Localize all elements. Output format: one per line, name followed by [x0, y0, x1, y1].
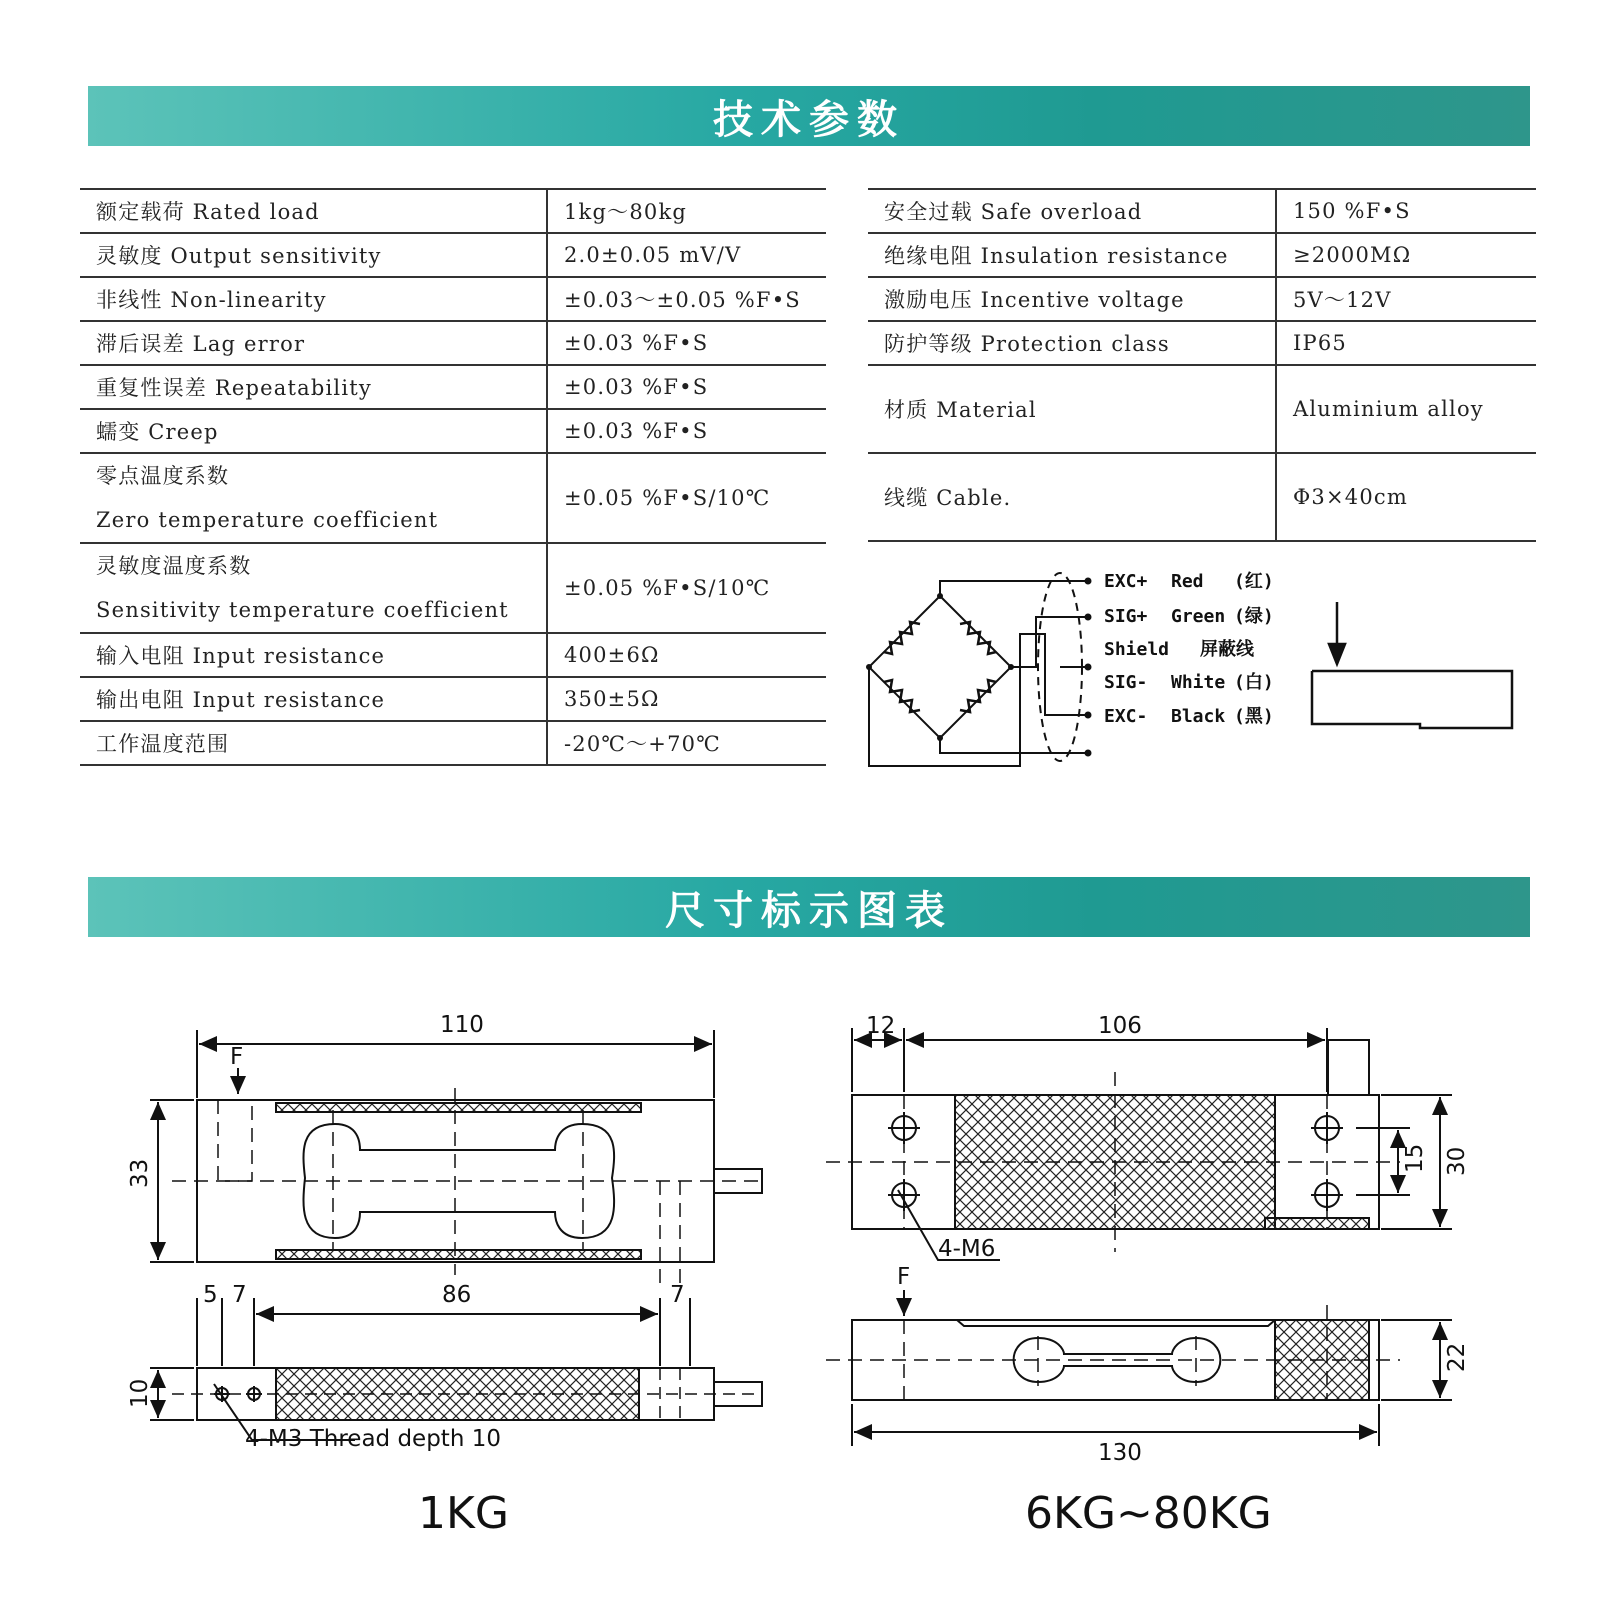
wire-signal: EXC- [1104, 706, 1148, 727]
hole-note: 4-M6 [938, 1236, 996, 1262]
spec-value: 400±6Ω [547, 633, 826, 677]
wire-color-cn: (红) [1234, 571, 1274, 592]
spec-row [80, 365, 826, 409]
spec-key: 安全过载 Safe overload [868, 189, 1276, 233]
spec-key: 灵敏度 Output sensitivity [80, 233, 547, 277]
dim-span: 86 [442, 1282, 472, 1308]
section-title-tech-params: 技术参数 [88, 86, 1530, 146]
spec-key: 绝缘电阻 Insulation resistance [868, 233, 1276, 277]
wire-signal: SIG- [1104, 672, 1148, 693]
spec-key: 防护等级 Protection class [868, 321, 1276, 365]
spec-key-cn: 零点温度系数 [96, 464, 230, 488]
wire-color: Black [1171, 706, 1226, 727]
spec-row [80, 721, 826, 765]
spec-value: ±0.03 %F•S [547, 365, 826, 409]
wire-color: White [1171, 672, 1226, 693]
section-title-dimensions: 尺寸标示图表 [88, 877, 1530, 937]
wire-color: Red [1171, 571, 1204, 592]
spec-row [868, 277, 1536, 321]
spec-key: 重复性误差 Repeatability [80, 365, 547, 409]
dim-thickness: 10 [127, 1378, 153, 1408]
dim-width: 30 [1444, 1146, 1470, 1176]
spec-row [868, 365, 1536, 453]
spec-row [80, 453, 826, 543]
caption-1kg: 1KG [418, 1488, 509, 1539]
wire-color: Green [1171, 606, 1226, 627]
spec-value: ±0.03 %F•S [547, 409, 826, 453]
spec-key-cn: 灵敏度温度系数 [96, 554, 252, 578]
wire-color-cn: (绿) [1234, 606, 1274, 627]
spec-value: 350±5Ω [547, 677, 826, 721]
dim-offset: 12 [866, 1013, 896, 1039]
dim-span: 106 [1098, 1013, 1142, 1039]
dim-force: F [230, 1044, 244, 1070]
wire-color-cn: 屏蔽线 [1200, 639, 1254, 660]
dim-length: 110 [440, 1012, 484, 1038]
spec-value: ±0.05 %F•S/10℃ [547, 543, 826, 633]
spec-key: 激励电压 Incentive voltage [868, 277, 1276, 321]
thread-note: 4-M3 Thread depth 10 [245, 1426, 501, 1452]
spec-key: 材质 Material [868, 365, 1276, 453]
spec-key [80, 453, 547, 543]
spec-value: ±0.03～±0.05 %F•S [547, 277, 826, 321]
spec-key: 线缆 Cable. [868, 453, 1276, 541]
spec-value: -20℃～+70℃ [547, 721, 826, 765]
spec-row [868, 189, 1536, 233]
spec-row [80, 189, 826, 233]
spec-value: 1kg～80kg [547, 189, 826, 233]
spec-key: 非线性 Non-linearity [80, 277, 547, 321]
wire-signal: SIG+ [1104, 606, 1148, 627]
spec-table-left [80, 188, 826, 766]
spec-value: ±0.03 %F•S [547, 321, 826, 365]
dim-thickness: 22 [1444, 1342, 1470, 1372]
spec-row [80, 321, 826, 365]
spec-key: 额定载荷 Rated load [80, 189, 547, 233]
spec-value: Aluminium alloy [1276, 365, 1536, 453]
spec-row [80, 677, 826, 721]
spec-value: ≥2000MΩ [1276, 233, 1536, 277]
spec-value: ±0.05 %F•S/10℃ [547, 453, 826, 543]
spec-row [80, 233, 826, 277]
spec-row [868, 453, 1536, 541]
spec-key-en: Sensitivity temperature coefficient [96, 598, 509, 622]
spec-key: 工作温度范围 [80, 721, 547, 765]
spec-key [80, 543, 547, 633]
spec-value: 150 %F•S [1276, 189, 1536, 233]
spec-row [868, 321, 1536, 365]
wire-color-cn: (黑) [1234, 706, 1274, 727]
spec-value: 5V～12V [1276, 277, 1536, 321]
spec-table-right [868, 188, 1536, 542]
wire-signal: EXC+ [1104, 571, 1148, 592]
dimension-drawings [0, 990, 1600, 1550]
wire-color-cn: (白) [1234, 672, 1274, 693]
load-direction-icon [1312, 602, 1512, 728]
spec-row [80, 277, 826, 321]
spec-row [868, 233, 1536, 277]
dim-length: 130 [1098, 1440, 1142, 1466]
spec-key: 滞后误差 Lag error [80, 321, 547, 365]
spec-key: 输入电阻 Input resistance [80, 633, 547, 677]
dim-height: 33 [127, 1158, 153, 1188]
spec-row [80, 543, 826, 633]
dim-offset: 7 [232, 1282, 247, 1308]
spec-row [80, 633, 826, 677]
dim-hole-spacing: 15 [1402, 1143, 1428, 1173]
dim-offset: 7 [670, 1282, 685, 1308]
spec-value: Φ3×40cm [1276, 453, 1536, 541]
spec-key: 蠕变 Creep [80, 409, 547, 453]
spec-key-en: Zero temperature coefficient [96, 508, 439, 532]
spec-value: 2.0±0.05 mV/V [547, 233, 826, 277]
dim-offset: 5 [203, 1282, 218, 1308]
wiring-diagram [860, 560, 1580, 780]
caption-6kg-80kg: 6KG~80KG [1025, 1488, 1272, 1539]
spec-key: 输出电阻 Input resistance [80, 677, 547, 721]
wire-signal: Shield [1104, 639, 1170, 660]
dim-force: F [897, 1264, 911, 1290]
spec-row [80, 409, 826, 453]
spec-value: IP65 [1276, 321, 1536, 365]
